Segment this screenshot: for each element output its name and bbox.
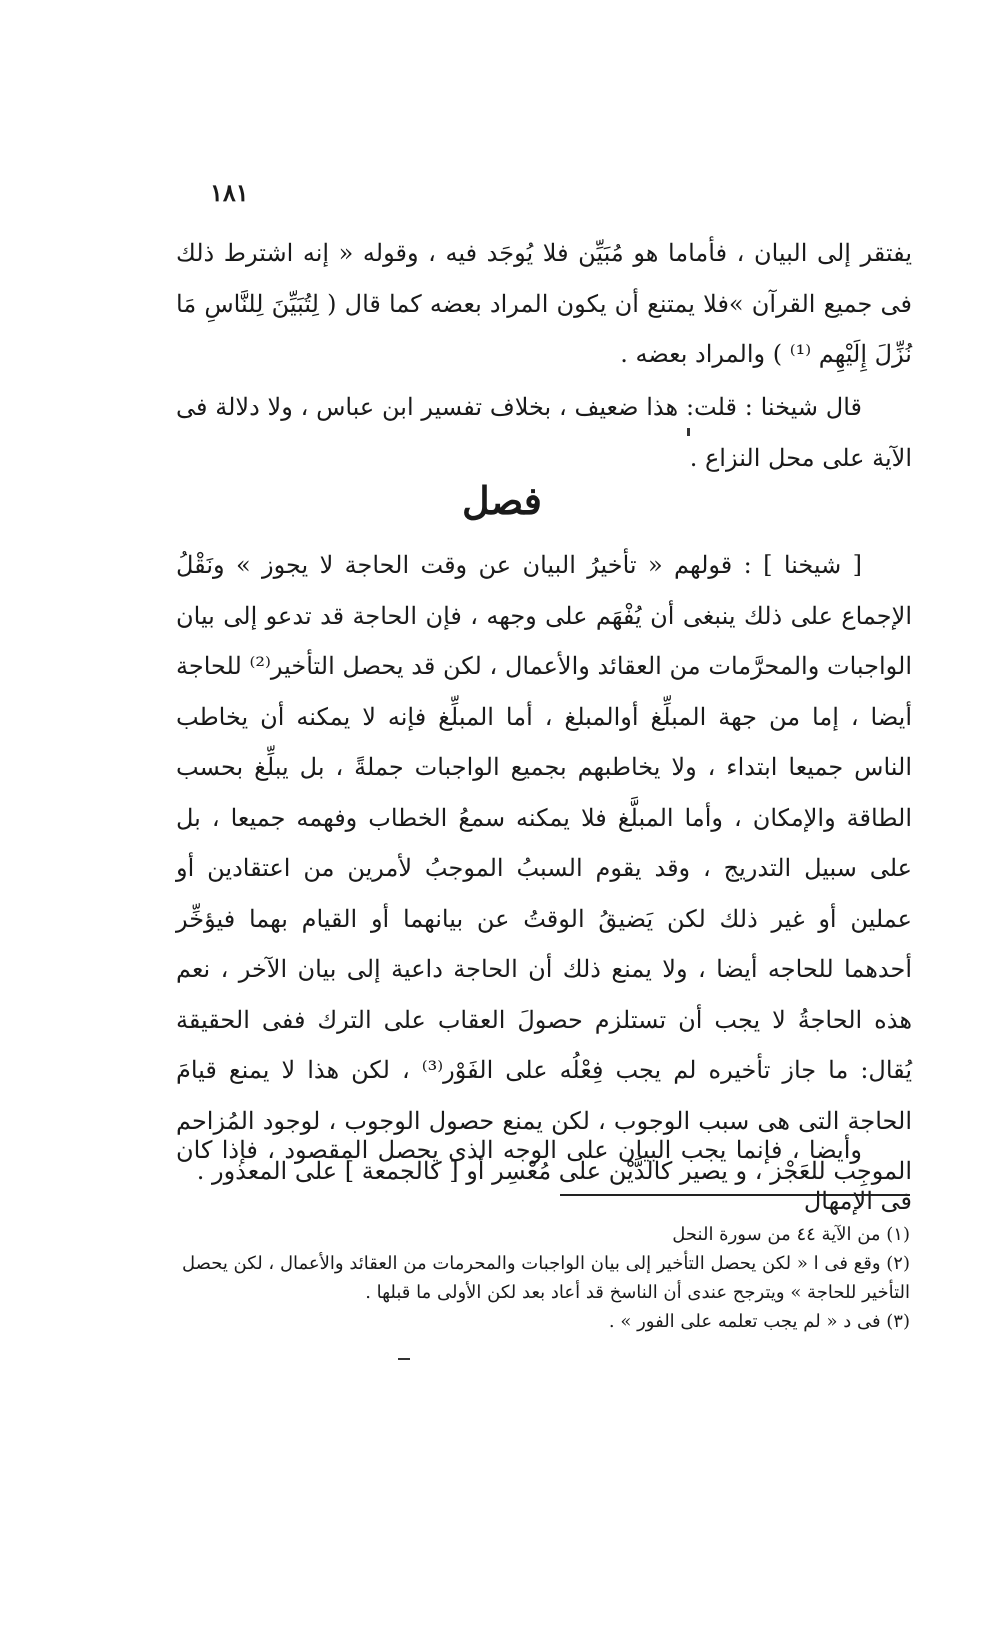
paragraph-closing: وأيضا ، فإنما يجب البيان على الوجه الذى يحصل المقصود ، فإذا كان فى الإمهال: [176, 1136, 912, 1215]
footnote-2: (٢) وقع فى ا « لكن يحصل التأخير إلى بيان الواجبات والمحرمات من العقائد والأعمال ، لكن يحصل التأخير للحاجة » ويترجح عندى أن الناسخ قد أعاد بعد لكن الأولى ما قبلها .: [181, 1253, 910, 1303]
footnote-3: (٣) فى د « لم يجب تعلمه على الفور » .: [608, 1311, 910, 1332]
section-text-block: [176, 540, 912, 1197]
paragraph-opening: يفتقر إلى البيان ، فأماما هو مُبَيِّن فلا يُوجَد فيه ، وقوله « إنه اشترط ذلك فى جميع القرآن »فلا يمتنع أن يكون المراد بعضه كما قال ( لِتُبَيِّنَ لِلنَّاسِ مَا نُزِّلَ إِلَيْهِم ⁽¹⁾ ) والمراد بعضه .: [176, 239, 912, 368]
closing-text-block: [176, 1125, 912, 1226]
section-heading: فصل: [462, 478, 542, 523]
shaykh-text-block: [176, 382, 912, 483]
opening-text-block: [176, 228, 912, 380]
print-speck: [687, 428, 690, 436]
paragraph-shaykh-comment: قال شيخنا : قلت: هذا ضعيف ، بخلاف تفسير ابن عباس ، ولا دلالة فى الآية على محل النزاع .: [176, 393, 912, 472]
footnote-divider: [560, 1194, 910, 1196]
print-speck: [398, 1358, 410, 1360]
footnote-1: (١) من الآية ٤٤ من سورة النحل: [672, 1224, 910, 1245]
page-number: ١٨١: [210, 178, 249, 207]
footnotes-block: [170, 1220, 910, 1336]
paragraph-section-body: [ شيخنا ] : قولهم « تأخيرُ البيان عن وقت الحاجة لا يجوز » ونَقْلُ الإجماع على ذلك ينبغى أن يُفْهَم على وجهه ، فإن الحاجة قد تدعو إلى بيان الواجبات والمحرَّمات من العقائد والأعمال ، لكن قد يحصل التأخير⁽²⁾ للحاجة أيضا ، إما من جهة المبلِّغ أوالمبلغ ، أما المبلِّغ فإنه لا يمكنه أن يخاطب الناس جميعا ابتداء ، ولا يخاطبهم بجميع الواجبات جملةً ، بل يبلِّغ بحسب الطاقة والإمكان ، وأما المبلَّغ فلا يمكنه سمعُ الخطاب وفهمه جميعا ، بل على سبيل التدريج ، وقد يقوم السببُ الموجبُ لأمرين من اعتقادين أو عملين أو غير ذلك لكن يَضيقُ الوقتُ عن بيانهما أو القيام بهما فيؤخِّر أحدهما للحاجه أيضا ، ولا يمنع ذلك أن الحاجة داعية إلى بيان الآخر ، نعم هذه الحاجةُ لا يجب أن تستلزم حصولَ العقاب على الترك ففى الحقيقة يُقال: ما جاز تأخيره لم يجب فِعْلُه على الفَوْر⁽³⁾ ، لكن هذا لا يمنع قيامَ الحاجة التى هى سبب الوجوب ، لكن يمنع حصول الوجوب ، لوجود المُزاحم الموجِب للعَجْز ، و يصير كالدَّيْن على مُعْسِر أو [ كالجمعة ] على المعذور .: [176, 551, 913, 1185]
